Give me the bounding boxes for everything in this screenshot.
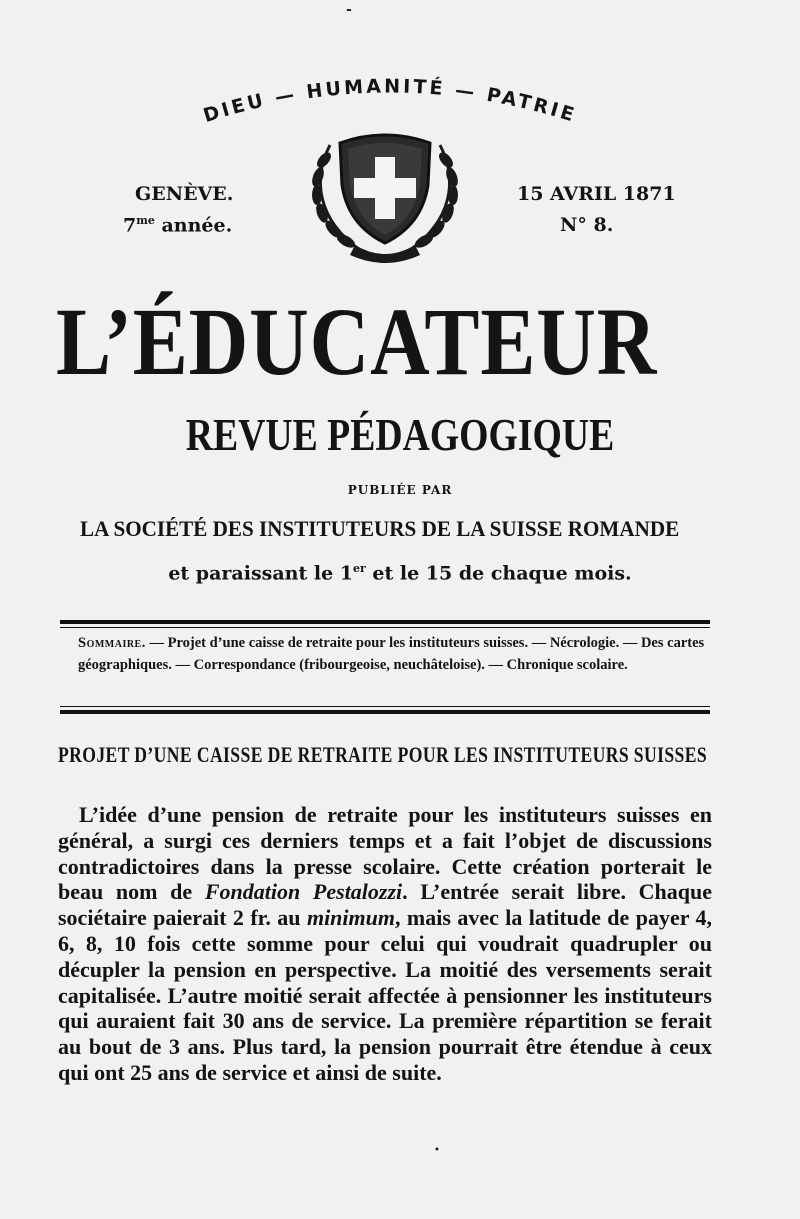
svg-text:DIEU — HUMANITÉ — PATRIE [201,75,579,127]
italic-phrase: minimum [306,905,395,931]
frequency-end: et le 15 de chaque mois. [365,562,632,585]
swiss-crest-icon [300,125,470,265]
table-of-contents [78,632,718,676]
summary-text: — Projet d’une caisse de retraite pour les instituteurs suisses. — Nécrologie. — Des cartes géographiques. — Correspondance (fribourgeoise, neuchâteloise). — Chronique scolaire. [78,635,705,673]
year-word: année. [154,214,233,237]
society-name: LA SOCIÉTÉ DES INSTITUTEURS DE LA SUISSE ROMANDE [80,516,680,541]
year-number: 7 [123,214,137,237]
paragraph-segment: , mais avec la latitude de payer 4, 6, 8, 10 fois cette somme pour celui qui voudrait quadrupler ou décupler la pension en perspective. La moitié des versements serait capitalisée. L’autre moitié serait affectée à pensionner les instituteurs qui auraient fait 30 ans de service. La première répartition se ferait au bout de 3 ans. Plus tard, la pension pourrait être étendue à ceux qui ont 25 ans de service et ainsi de suite. [58,905,712,1085]
published-by: PUBLIÉE PAR [347,483,453,497]
divider-thick [60,620,710,624]
article-body [58,802,712,1086]
print-mark: - [346,2,352,18]
masthead-subtitle: REVUE PÉDAGOGIQUE [185,409,615,460]
publication-frequency [0,562,800,584]
italic-phrase: Fondation Pestalozzi [204,879,403,905]
place-of-publication: GENÈVE. [135,183,234,205]
frequency-sup: er [353,562,366,575]
issue-number: N° 8. [560,214,614,236]
year-suffix: me [136,214,155,227]
summary-label: Sommaire. [78,635,146,651]
paragraph-segment: . L’entrée serait libre. Chaque sociétaire paierait 2 fr. au [58,879,713,931]
divider-thin [60,706,710,707]
article-title: PROJET D’UNE CAISSE DE RETRAITE POUR LES INSTITUTEURS SUISSES [58,742,708,767]
publication-year [123,214,232,236]
issue-date: 15 AVRIL 1871 [517,183,676,205]
divider-thin [60,627,710,628]
paragraph-segment: L’idée d’une pension de retraite pour les instituteurs suisses en général, a surgi ces derniers temps et a fait l’objet de discussions contradictoires dans la presse scolaire. Cette création porterait le beau nom de [58,802,712,905]
motto-text: DIEU — HUMANITÉ — PATRIE [200,75,580,128]
masthead-title: L’ÉDUCATEUR [56,288,658,395]
page-dot: • [434,1145,440,1156]
frequency-start: et paraissant le 1 [168,562,353,585]
divider-thick [60,710,710,714]
article-paragraph [58,802,712,1086]
